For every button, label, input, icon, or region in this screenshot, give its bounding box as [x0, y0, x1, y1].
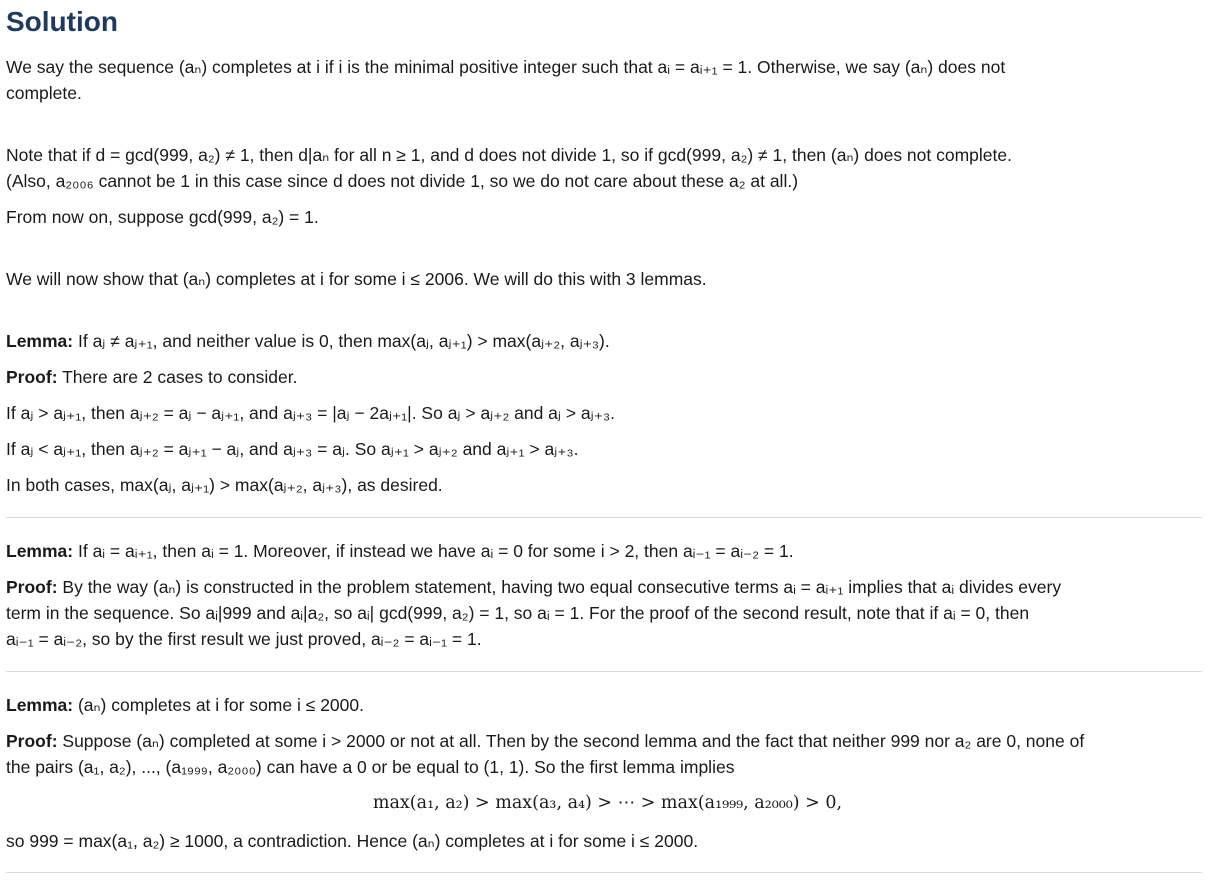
lemma-2-proof-line-2: term in the sequence. So aᵢ|999 and aᵢ|a₂, so aᵢ| gcd(999, a₂) = 1, so aᵢ = 1. For the proof of the second result, note that if aᵢ = 0, then [6, 603, 1030, 623]
proof-3-text-1: Suppose (aₙ) completed at some i > 2000 or not at all. Then by the second lemma and the fact that neither 999 nor a₂ are 0, none of [62, 731, 1085, 751]
lemma-1-statement [6, 328, 1206, 354]
proof-1-intro-text: There are 2 cases to consider. [62, 367, 298, 387]
lemma-1-text: If aⱼ ≠ aⱼ₊₁, and neither value is 0, then max(aⱼ, aⱼ₊₁) > max(aⱼ₊₂, aⱼ₊₃). [77, 331, 610, 351]
proof-2-text-1: By the way (aₙ) is constructed in the problem statement, having two equal consecutive terms aᵢ = aᵢ₊₁ implies that aᵢ divides every [62, 577, 1062, 597]
display-inequality-chain: max(a₁, a₂) > max(a₃, a₄) > ⋯ > max(a₁₉₉₉, a₂₀₀₀) > 0, [372, 793, 843, 813]
lemma-3-proof-line-2: the pairs (a₁, a₂), ..., (a₁₉₉₉, a₂₀₀₀) can have a 0 or be equal to (1, 1). So the first lemma implies [6, 757, 735, 777]
lemma-2-statement [6, 538, 1206, 564]
lemma-3-text: (aₙ) completes at i for some i ≤ 2000. [77, 695, 364, 715]
proof-2-label: Proof: [6, 577, 58, 597]
lemma-1-label: Lemma: [6, 331, 74, 351]
lemma-3-statement [6, 692, 1206, 718]
lemma-2-proof-line-3: aᵢ₋₁ = aᵢ₋₂, so by the first result we just proved, aᵢ₋₂ = aᵢ₋₁ = 1. [6, 629, 482, 649]
section-divider [6, 872, 1202, 873]
gcd-note-line-2: (Also, a₂₀₀₆ cannot be 1 in this case since d does not divide 1, so we do not care about these a₂ at all.) [6, 171, 799, 191]
assumption-paragraph: From now on, suppose gcd(999, a₂) = 1. [6, 207, 319, 227]
completion-definition-line-2: complete. [6, 83, 82, 103]
lemma-2-text: If aᵢ = aᵢ₊₁, then aᵢ = 1. Moreover, if instead we have aᵢ = 0 for some i > 2, then aᵢ₋₁ = aᵢ₋₂ = 1. [77, 541, 794, 561]
lemma-1-case-1: If aⱼ > aⱼ₊₁, then aⱼ₊₂ = aⱼ − aⱼ₊₁, and aⱼ₊₃ = |aⱼ − 2aⱼ₊₁|. So aⱼ > aⱼ₊₂ and aⱼ > aⱼ₊₃. [6, 403, 615, 423]
section-divider [6, 671, 1202, 672]
lemma-2-label: Lemma: [6, 541, 74, 561]
proof-1-label: Proof: [6, 367, 58, 387]
lemma-1-conclusion: In both cases, max(aⱼ, aⱼ₊₁) > max(aⱼ₊₂, aⱼ₊₃), as desired. [6, 475, 443, 495]
lemma-3-label: Lemma: [6, 695, 74, 715]
proof-3-label: Proof: [6, 731, 58, 751]
lemma-2-proof-line-1 [6, 574, 1206, 600]
completion-definition-line-1: We say the sequence (aₙ) completes at i if i is the minimal positive integer such that aᵢ = aᵢ₊₁ = 1. Otherwise, we say (aₙ) does not [6, 57, 1006, 77]
solution-heading: Solution [6, 6, 118, 37]
section-divider [6, 517, 1202, 518]
lemma-1-proof-intro [6, 364, 1206, 390]
plan-paragraph: We will now show that (aₙ) completes at i for some i ≤ 2006. We will do this with 3 lemmas. [6, 269, 707, 289]
lemma-3-conclusion: so 999 = max(a₁, a₂) ≥ 1000, a contradiction. Hence (aₙ) completes at i for some i ≤ 2000. [6, 831, 699, 851]
gcd-note-line-1: Note that if d = gcd(999, a₂) ≠ 1, then d|aₙ for all n ≥ 1, and d does not divide 1, so if gcd(999, a₂) ≠ 1, then (aₙ) does not complete. [6, 145, 1012, 165]
lemma-3-proof-line-1 [6, 728, 1206, 754]
lemma-1-case-2: If aⱼ < aⱼ₊₁, then aⱼ₊₂ = aⱼ₊₁ − aⱼ, and aⱼ₊₃ = aⱼ. So aⱼ₊₁ > aⱼ₊₂ and aⱼ₊₁ > aⱼ₊₃. [6, 439, 579, 459]
